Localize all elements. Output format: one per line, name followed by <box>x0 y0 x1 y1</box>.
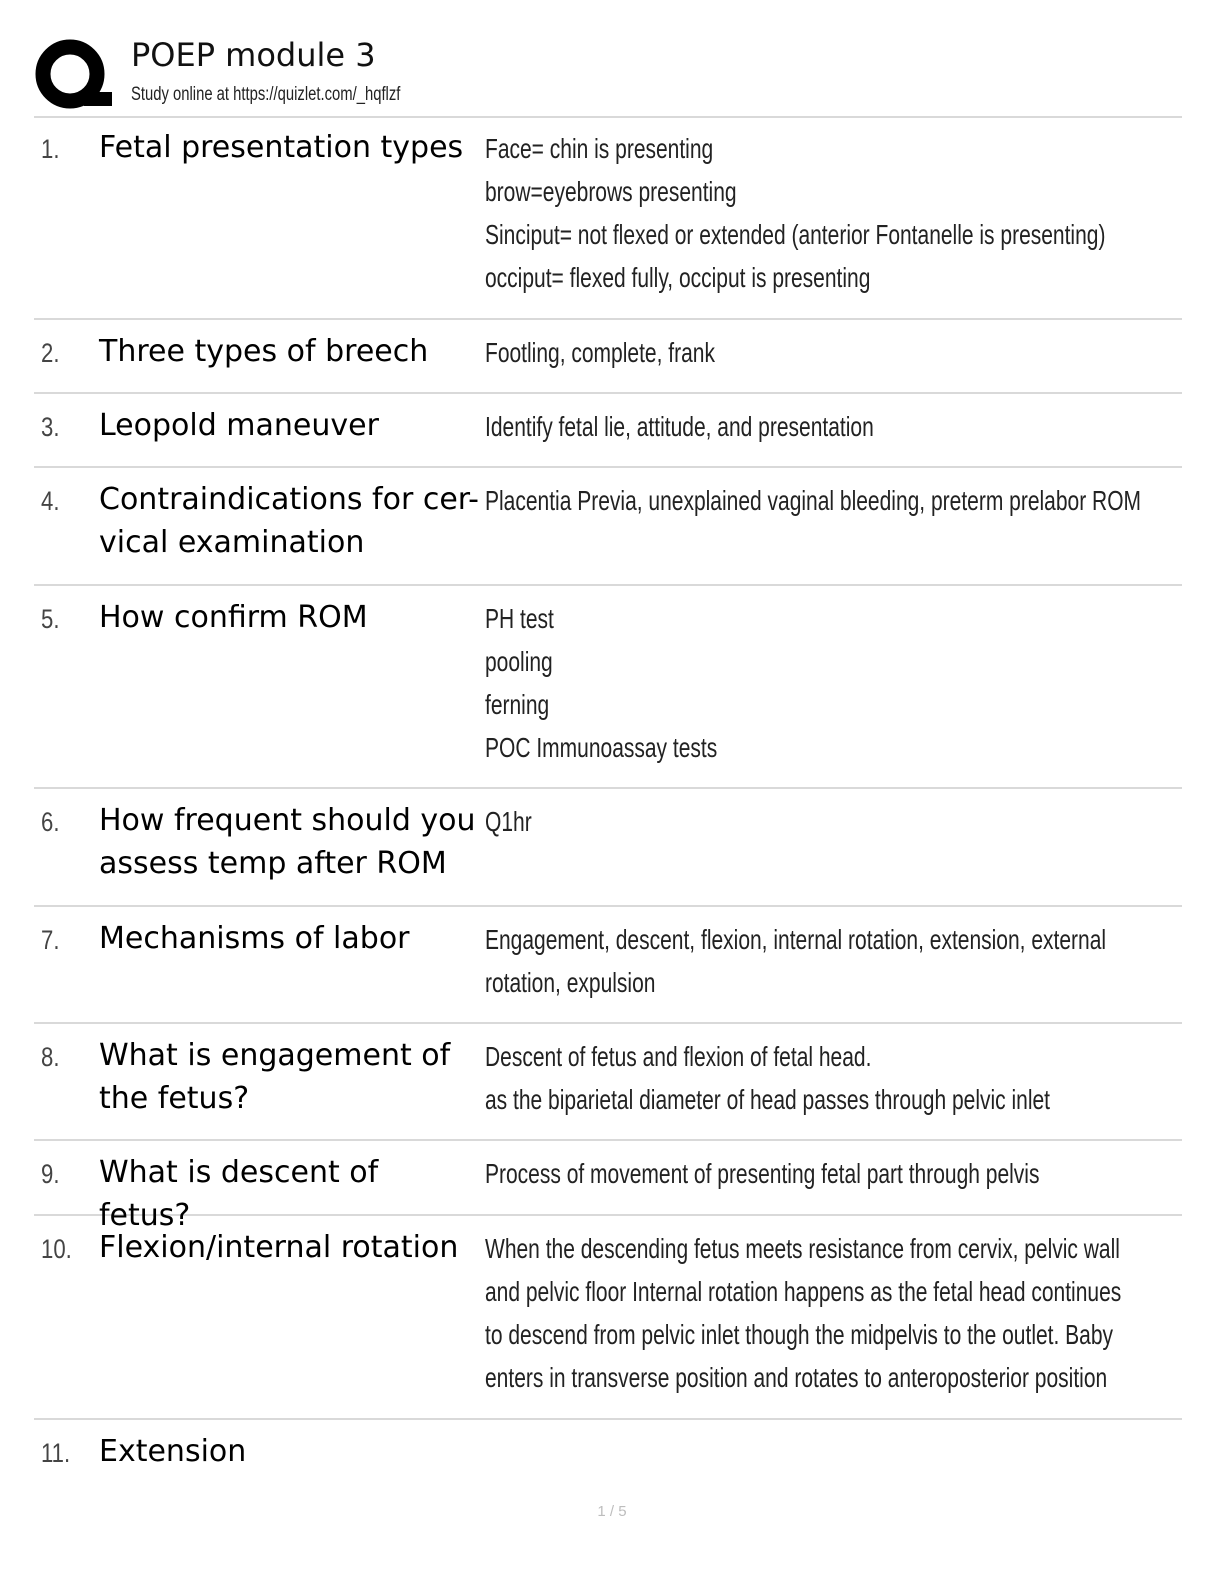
definition-line: as the biparietal diameter of head passes through pelvic inlet <box>485 1084 1051 1115</box>
card-term: What is engagement of the fetus? <box>99 1038 451 1116</box>
card-term: Extension <box>99 1434 247 1469</box>
card-number: 5. <box>41 604 60 634</box>
card-term: How frequent should you assess temp after ROM <box>99 803 476 881</box>
flashcard-row <box>34 1024 1182 1141</box>
flashcard-row <box>34 116 1182 320</box>
card-number: 4. <box>41 486 60 516</box>
card-definition <box>485 597 1160 769</box>
page-number: 1 / 5 <box>597 1503 627 1520</box>
card-definition <box>485 331 1160 374</box>
quizlet-logo-icon <box>34 36 112 114</box>
card-definition <box>485 918 1160 1004</box>
card-number: 3. <box>41 412 60 442</box>
definition-line: Process of movement of presenting fetal part through pelvis <box>485 1158 1040 1189</box>
flashcard-row <box>34 320 1182 394</box>
card-number: 8. <box>41 1042 60 1072</box>
card-number: 9. <box>41 1159 60 1189</box>
definition-line: enters in transverse position and rotates to anteroposterior position <box>485 1362 1108 1393</box>
card-number: 6. <box>41 807 60 837</box>
definition-line: PH test <box>485 603 554 634</box>
page-header <box>34 34 1182 118</box>
card-number: 1. <box>41 134 60 164</box>
card-term: Mechanisms of labor <box>99 921 410 956</box>
card-term: How confirm ROM <box>99 600 368 635</box>
definition-line: Placentia Previa, unexplained vaginal bleeding, preterm prelabor ROM <box>485 485 1142 516</box>
card-definition <box>485 127 1160 299</box>
card-term: Flexion/internal rotation <box>99 1230 459 1265</box>
definition-line: Footling, complete, frank <box>485 337 715 368</box>
flashcard-list <box>34 116 1182 1510</box>
definition-line: ferning <box>485 689 550 720</box>
definition-line: Face= chin is presenting <box>485 133 714 164</box>
card-term: Fetal presentation types <box>99 130 464 165</box>
definition-line: brow=eyebrows presenting <box>485 176 737 207</box>
flashcard-row <box>34 1420 1182 1510</box>
flashcard-row <box>34 394 1182 468</box>
definition-line: Identify fetal lie, attitude, and presentation <box>485 411 874 442</box>
flashcard-row <box>34 907 1182 1024</box>
definition-line: Q1hr <box>485 806 532 837</box>
card-number: 7. <box>41 925 60 955</box>
card-definition <box>485 479 1160 522</box>
card-number: 10. <box>41 1234 72 1264</box>
flashcard-row <box>34 1216 1182 1420</box>
card-definition <box>485 800 1160 843</box>
definition-line: pooling <box>485 646 553 677</box>
flashcard-row <box>34 468 1182 586</box>
card-definition <box>485 1152 1160 1195</box>
card-definition <box>485 1227 1160 1399</box>
card-term: Three types of breech <box>99 334 429 369</box>
card-term: Leopold maneuver <box>99 408 379 443</box>
document-title: POEP module 3 <box>131 36 376 74</box>
card-term: Contraindications for cer- vical examination <box>99 482 480 560</box>
definition-line: to descend from pelvic inlet though the midpelvis to the outlet. Baby <box>485 1319 1114 1350</box>
card-number: 11. <box>41 1438 71 1468</box>
flashcard-row <box>34 1141 1182 1233</box>
flashcard-row <box>34 586 1182 789</box>
definition-line: Descent of fetus and flexion of fetal head. <box>485 1041 872 1072</box>
study-online-link[interactable]: Study online at https://quizlet.com/_hqflzf <box>131 84 401 105</box>
card-term: What is descent of fetus? <box>99 1155 379 1233</box>
definition-line: Sinciput= not flexed or extended (anterior Fontanelle is presenting) <box>485 219 1106 250</box>
card-definition <box>485 405 1160 448</box>
definition-line: Engagement, descent, flexion, internal rotation, extension, external <box>485 924 1107 955</box>
card-definition <box>485 1035 1160 1121</box>
definition-line: When the descending fetus meets resistance from cervix, pelvic wall <box>485 1233 1120 1264</box>
definition-line: and pelvic floor Internal rotation happens as the fetal head continues <box>485 1276 1122 1307</box>
definition-line: occiput= flexed fully, occiput is presenting <box>485 262 871 293</box>
definition-line: POC Immunoassay tests <box>485 732 718 763</box>
definition-line: rotation, expulsion <box>485 967 656 998</box>
card-number: 2. <box>41 338 60 368</box>
flashcard-row <box>34 789 1182 907</box>
